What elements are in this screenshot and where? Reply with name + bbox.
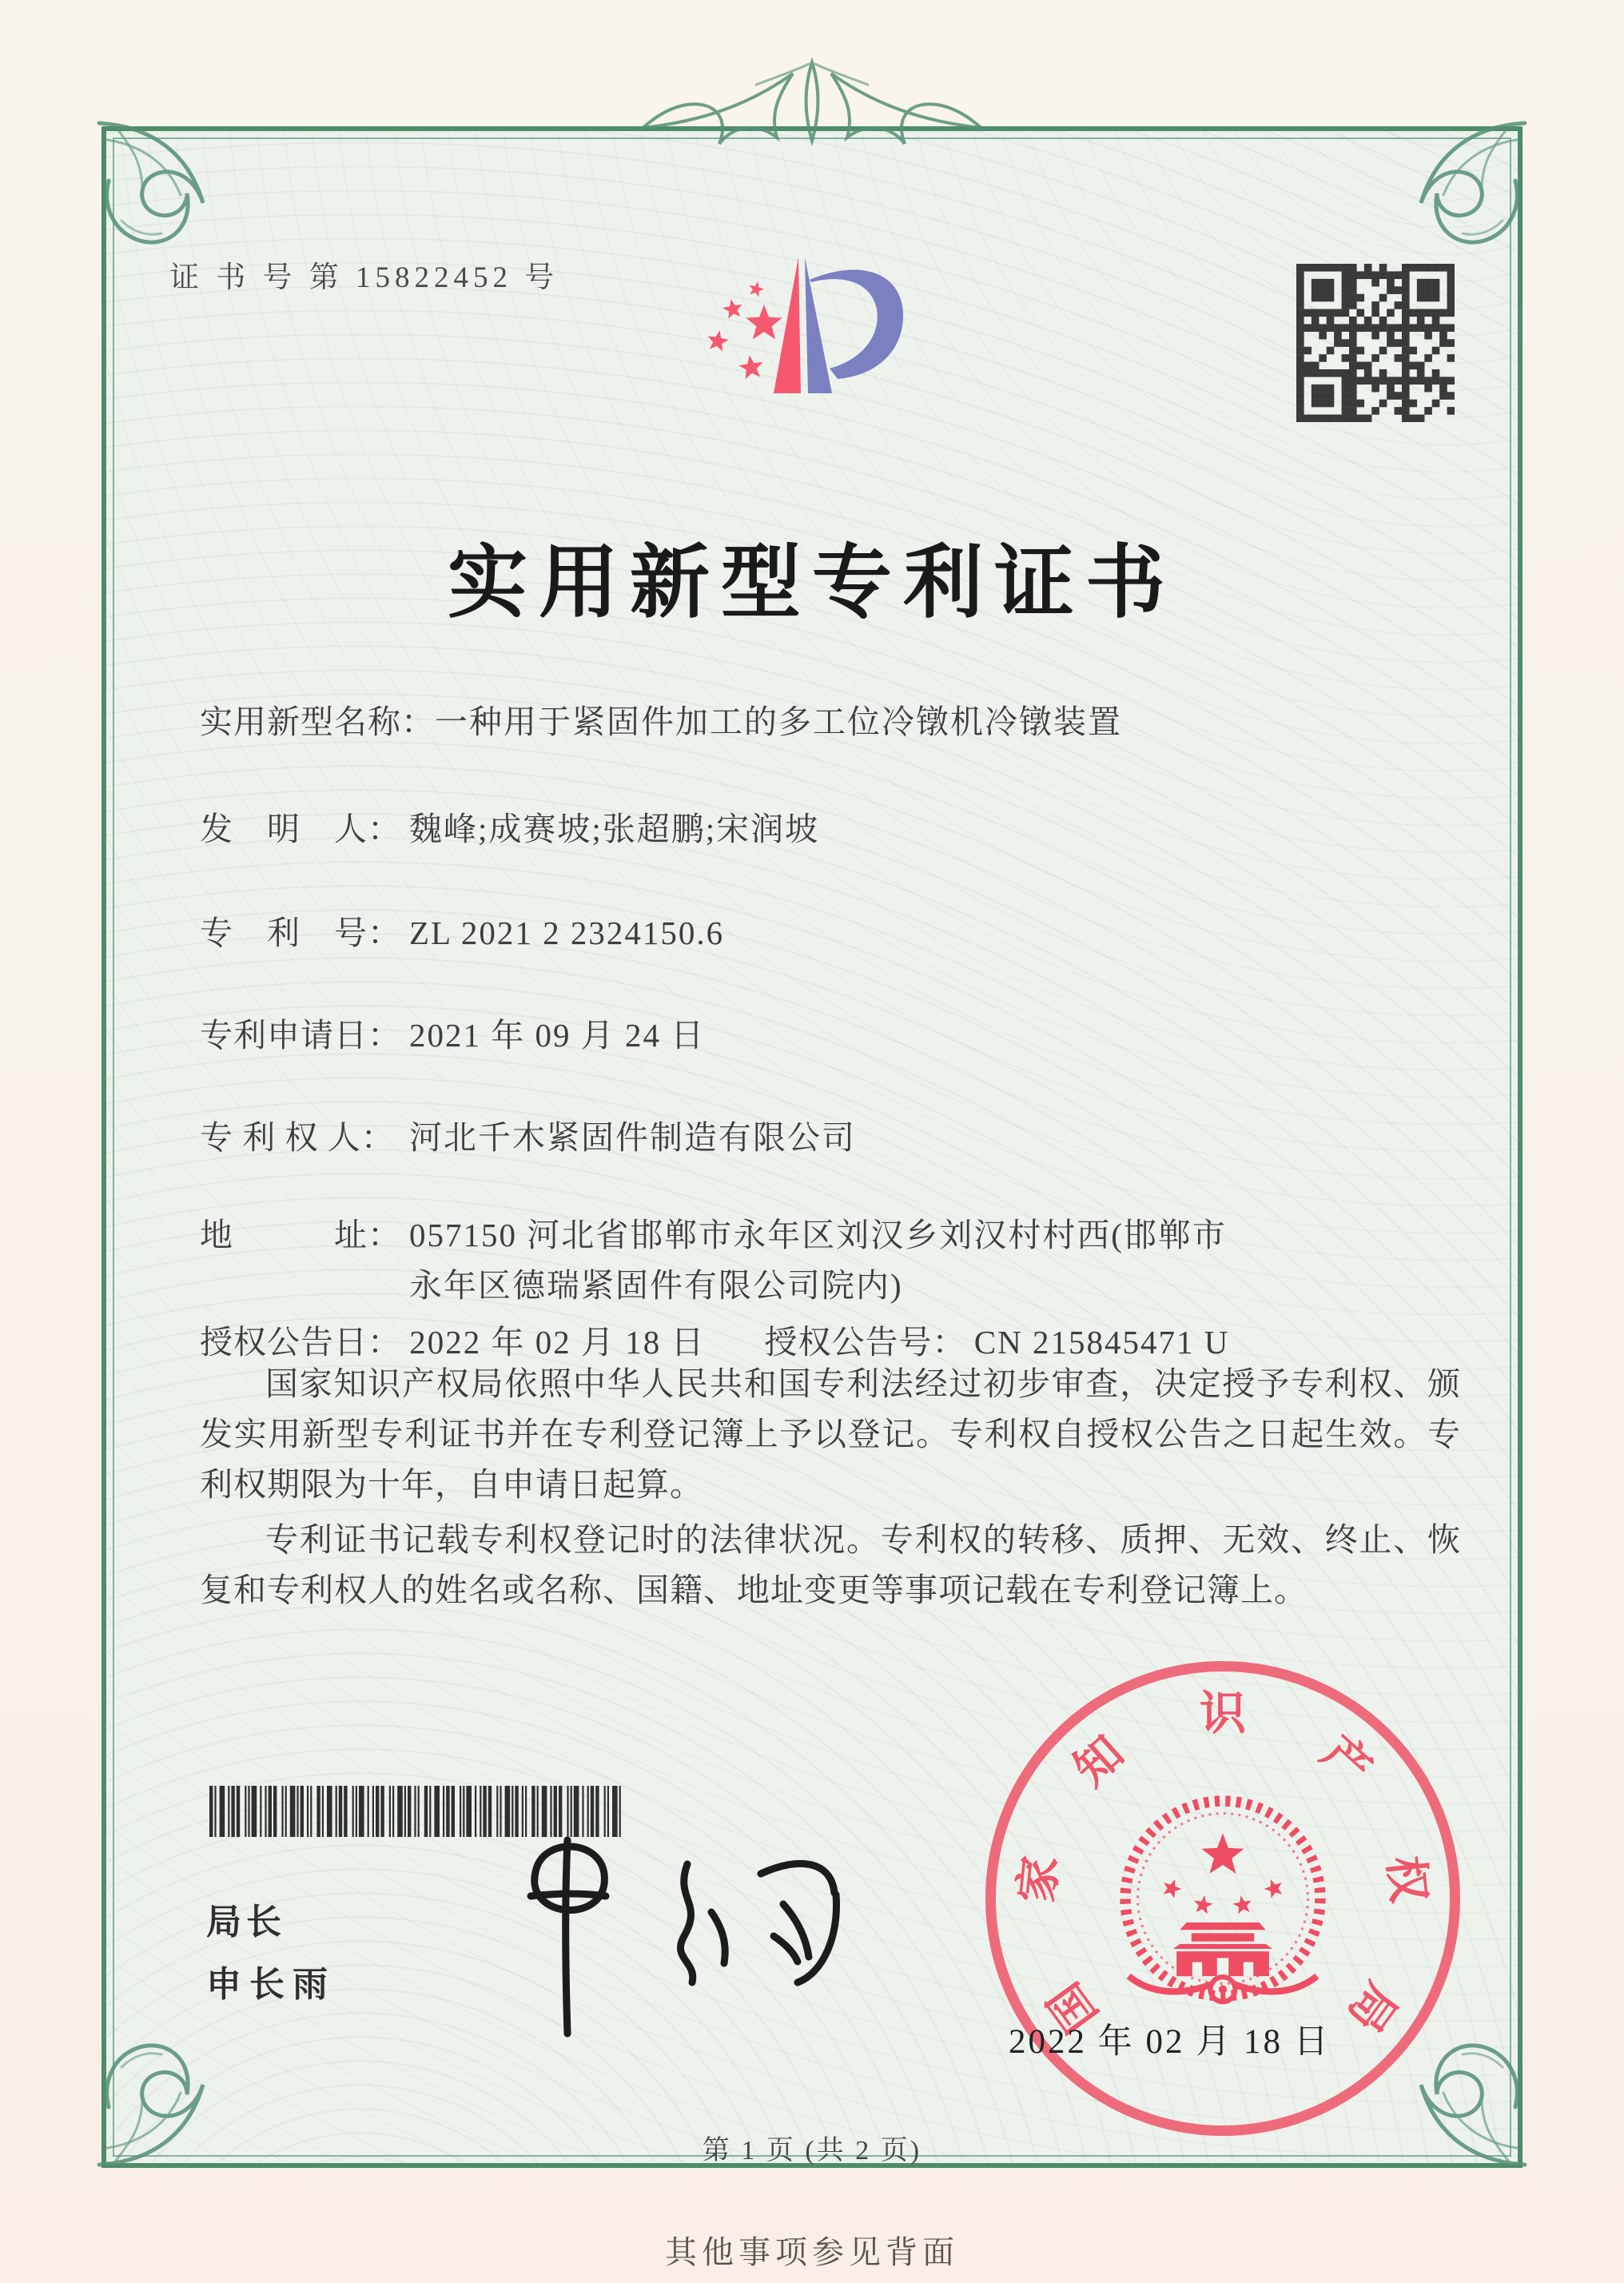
dragon-ornament-icon	[636, 38, 988, 174]
field-label: 专利申请日：	[200, 1017, 401, 1054]
field-value: 魏峰;成赛坡;张超鹏;宋润坡	[409, 811, 820, 847]
emblem-stars-icon	[1164, 1833, 1283, 1914]
corner-flourish-icon	[1394, 118, 1530, 254]
seal-ring-character: 权	[1378, 1853, 1435, 1906]
grant-number-label: 授权公告号：	[764, 1324, 966, 1361]
grant-number-value: CN 215845471 U	[973, 1324, 1230, 1361]
official-seal	[985, 1661, 1460, 2136]
field-value: 河北千木紧固件制造有限公司	[409, 1119, 856, 1156]
field-label: 专 利 号：	[200, 914, 401, 951]
field-label: 实用新型名称：	[200, 703, 435, 740]
logo-stars-icon	[708, 281, 782, 379]
commissioner-name: 申长雨	[206, 1965, 336, 2004]
grant-date-pair	[200, 1316, 706, 1363]
grant-date-value: 2022 年 02 月 18 日	[409, 1324, 706, 1361]
legal-paragraph: 专利证书记载专利权登记时的法律状况。专利权的转移、质押、无效、终止、恢复和专利权人的姓名或名称、国籍、地址变更等事项记载在专利登记簿上。	[200, 1521, 1461, 1608]
field-value: 一种用于紧固件加工的多工位冷镦机冷镦装置	[435, 703, 1122, 740]
page-number: 第 1 页 (共 2 页)	[702, 2136, 922, 2165]
field-row-inventors	[200, 804, 1471, 855]
field-value: 057150 河北省邯郸市永年区刘汉乡刘汉村村西(邯郸市永年区德瑞紧固件有限公司院内)	[409, 1217, 1227, 1304]
field-row-address	[200, 1210, 1471, 1311]
certificate-title: 实用新型专利证书	[448, 539, 1176, 628]
qr-code	[1296, 264, 1455, 422]
seal-ring-character: 家	[1010, 1853, 1068, 1906]
field-row-filing-date	[200, 1010, 1471, 1061]
national-emblem-icon	[1099, 1775, 1347, 2022]
director-signature	[448, 1816, 847, 2056]
field-row-utility-model-name	[200, 697, 1471, 747]
cnipa-logo-icon	[679, 236, 935, 436]
seal-date: 2022 年 02 月 18 日	[1009, 2023, 1331, 2061]
certificate-number: 证 书 号 第 15822452 号	[169, 261, 559, 294]
seal-ring-character: 产	[1312, 1726, 1382, 1796]
seal-ring-character: 知	[1064, 1726, 1134, 1796]
field-value: ZL 2021 2 2324150.6	[409, 914, 725, 951]
seal-ring-character: 局	[1337, 1973, 1407, 2042]
field-row-patent-number	[200, 908, 1471, 958]
commissioner-title: 局长	[206, 1902, 286, 1942]
field-label: 地 址：	[200, 1217, 401, 1253]
seal-ring-character: 国	[1038, 1973, 1109, 2042]
corner-flourish-icon	[94, 118, 230, 254]
legal-paragraph: 国家知识产权局依照中华人民共和国专利法经过初步审查，决定授予专利权、颁发实用新型专利证书并在专利登记簿上予以登记。专利权自授权公告之日起生效。专利权期限为十年，自申请日起算。	[200, 1365, 1461, 1503]
back-side-note: 其他事项参见背面	[665, 2234, 959, 2270]
field-label: 发 明 人：	[200, 811, 401, 847]
grant-number-pair	[765, 1316, 1230, 1363]
legal-text-block	[200, 1359, 1461, 1620]
grant-announcement-row	[200, 1316, 1471, 1363]
grant-date-label: 授权公告日：	[200, 1324, 401, 1361]
field-label: 专 利 权 人：	[200, 1119, 395, 1156]
field-value: 2021 年 09 月 24 日	[409, 1017, 706, 1054]
field-row-patentee	[200, 1113, 1471, 1163]
seal-ring-character: 识	[1199, 1687, 1247, 1739]
